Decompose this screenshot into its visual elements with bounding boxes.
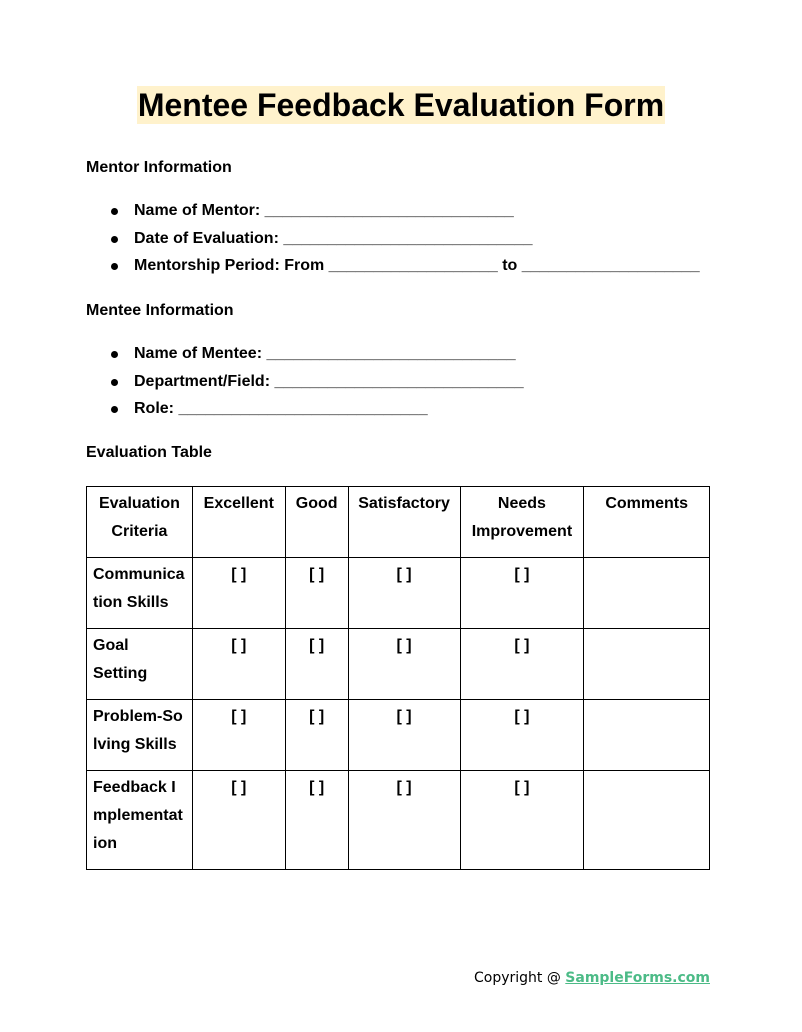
- table-header-row: [87, 487, 710, 558]
- needs-improvement-checkbox[interactable]: [ ]: [460, 629, 584, 700]
- bullet-icon: [111, 208, 118, 215]
- satisfactory-checkbox[interactable]: [ ]: [348, 700, 460, 771]
- bullet-icon: [111, 263, 118, 270]
- field-label: Role: ____________________________: [134, 400, 428, 417]
- good-checkbox[interactable]: [ ]: [285, 558, 348, 629]
- excellent-checkbox[interactable]: [ ]: [192, 771, 285, 870]
- footer-copyright: [474, 968, 710, 988]
- excellent-checkbox[interactable]: [ ]: [192, 558, 285, 629]
- table-row: [87, 558, 710, 629]
- table-row: [87, 700, 710, 771]
- comments-cell[interactable]: [584, 629, 710, 700]
- criteria-cell: Goal Setting: [87, 629, 193, 700]
- sampleforms-link[interactable]: SampleForms.com: [565, 970, 710, 986]
- field-label: Name of Mentor: ____________________________: [134, 202, 514, 219]
- department-field[interactable]: [110, 368, 524, 396]
- column-header-satisfactory: Satisfactory: [348, 487, 460, 558]
- bullet-icon: [111, 406, 118, 413]
- copyright-text: Copyright @: [473, 970, 566, 986]
- table-row: [87, 771, 710, 870]
- column-header-needs-improvement: Needs Improvement: [460, 487, 584, 558]
- column-header-comments: Comments: [584, 487, 710, 558]
- needs-improvement-checkbox[interactable]: [ ]: [460, 771, 584, 870]
- page-title: Mentee Feedback Evaluation Form: [137, 87, 665, 123]
- excellent-checkbox[interactable]: [ ]: [192, 700, 285, 771]
- good-checkbox[interactable]: [ ]: [285, 629, 348, 700]
- good-checkbox[interactable]: [ ]: [285, 700, 348, 771]
- needs-improvement-checkbox[interactable]: [ ]: [460, 558, 584, 629]
- title-container: [0, 86, 802, 124]
- comments-cell[interactable]: [584, 558, 710, 629]
- criteria-cell: Communication Skills: [87, 558, 193, 629]
- field-label: Department/Field: ____________________________: [134, 372, 524, 390]
- criteria-cell: Feedback Implementation: [87, 771, 193, 870]
- mentee-name-field[interactable]: [110, 340, 524, 368]
- satisfactory-checkbox[interactable]: [ ]: [348, 771, 460, 870]
- bullet-icon: [111, 351, 118, 358]
- evaluation-table: [86, 486, 710, 870]
- comments-cell[interactable]: [584, 700, 710, 771]
- column-header-good: Good: [285, 487, 348, 558]
- bullet-icon: [111, 379, 118, 386]
- field-label: Name of Mentee: ____________________________: [134, 345, 516, 362]
- table-row: [87, 629, 710, 700]
- column-header-criteria: Evaluation Criteria: [87, 487, 193, 558]
- needs-improvement-checkbox[interactable]: [ ]: [460, 700, 584, 771]
- role-field[interactable]: [110, 395, 524, 423]
- mentee-info-heading: Mentee Information: [86, 302, 234, 319]
- comments-cell[interactable]: [584, 771, 710, 870]
- mentor-name-field[interactable]: [110, 197, 700, 225]
- satisfactory-checkbox[interactable]: [ ]: [348, 558, 460, 629]
- excellent-checkbox[interactable]: [ ]: [192, 629, 285, 700]
- evaluation-table-heading: Evaluation Table: [86, 444, 212, 461]
- evaluation-date-field[interactable]: [110, 225, 700, 253]
- field-label: Date of Evaluation: ____________________________: [134, 229, 533, 247]
- bullet-icon: [111, 236, 118, 243]
- mentorship-period-field[interactable]: [110, 252, 700, 280]
- mentor-info-list: [110, 197, 700, 280]
- good-checkbox[interactable]: [ ]: [285, 771, 348, 870]
- mentor-info-heading: Mentor Information: [86, 159, 232, 176]
- satisfactory-checkbox[interactable]: [ ]: [348, 629, 460, 700]
- mentee-info-list: [110, 340, 524, 423]
- field-label: Mentorship Period: From ___________________ to ____________________: [134, 257, 700, 274]
- column-header-excellent: Excellent: [192, 487, 285, 558]
- criteria-cell: Problem-Solving Skills: [87, 700, 193, 771]
